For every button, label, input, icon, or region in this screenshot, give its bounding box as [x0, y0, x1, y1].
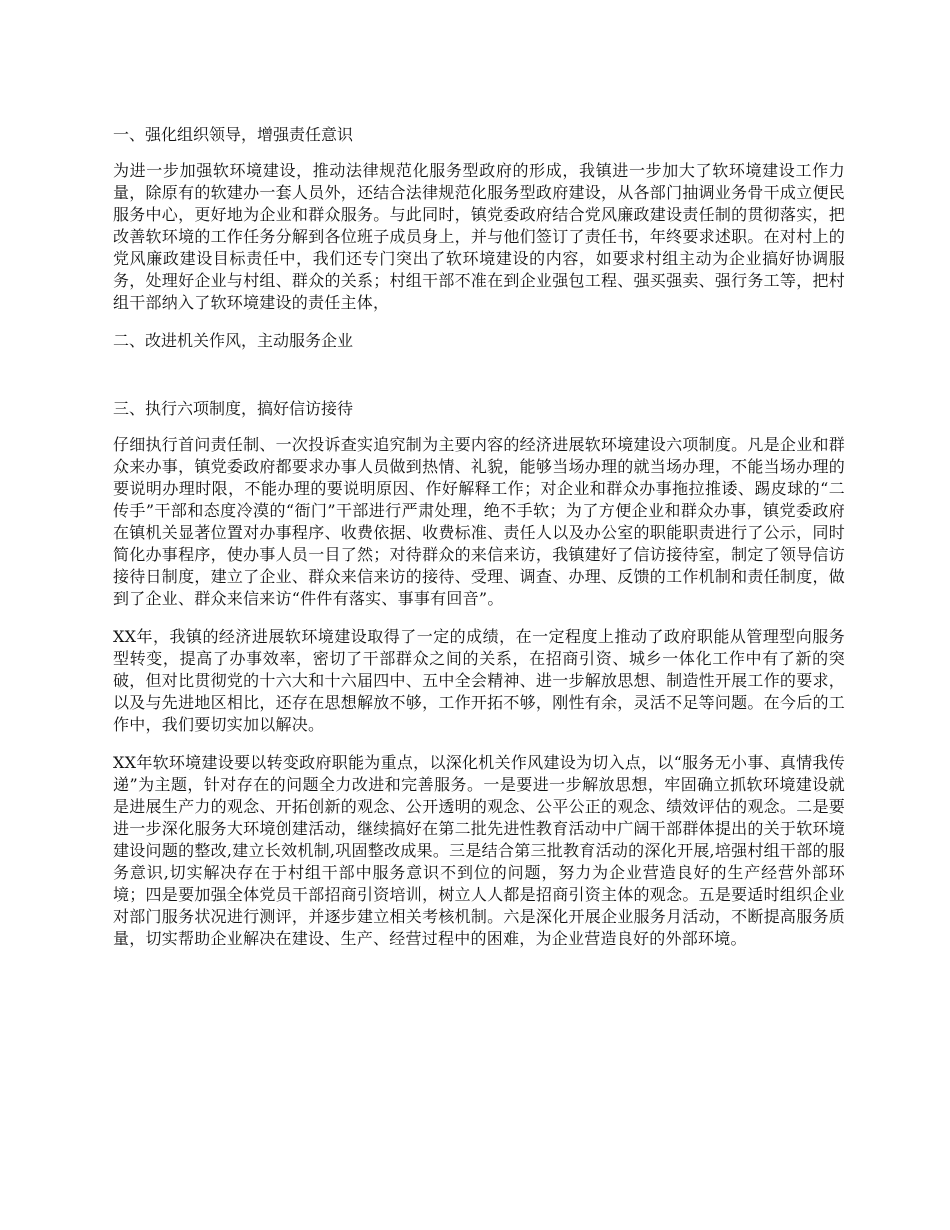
- section-heading-1: 一、强化组织领导，增强责任意识: [113, 125, 354, 144]
- section-1-paragraph-1: 为进一步加强软环境建设，推动法律规范化服务型政府的形成，我镇进一步加大了软环境建设工作力量，除原有的软建办一套人员外，还结合法律规范化服务型政府建设，从各部门抽调业务骨干成立便民服务中心，更好地为企业和群众服务。与此同时，镇党委政府结合党风廉政建设责任制的贯彻落实，把改善软环境的工作任务分解到各位班子成员身上，并与他们签订了责任书，年终要求述职。在对村上的党风廉政建设目标责任中，我们还专门突出了软环境建设的内容，如要求村组主动为企业搞好协调服务，处理好企业与村组、群众的关系；村组干部不准在到企业强包工程、强买强卖、强行务工等，把村组干部纳入了软环境建设的责任主体，: [113, 161, 845, 312]
- section-heading-3: 三、执行六项制度，搞好信访接待: [113, 399, 354, 418]
- section-3-paragraph-2: XX年，我镇的经济进展软环境建设取得了一定的成绩，在一定程度上推动了政府职能从管理型向服务型转变，提高了办事效率，密切了干部群众之间的关系，在招商引资、城乡一体化工作中有了新的突破，但对比贯彻党的十六大和十六届四中、五中全会精神、进一步解放思想、制造性开展工作的要求，以及与先进地区相比，还存在思想解放不够，工作开拓不够，刚性有余，灵活不足等问题。在今后的工作中，我们要切实加以解决。: [113, 627, 845, 734]
- section-3-paragraph-3: XX年软环境建设要以转变政府职能为重点，以深化机关作风建设为切入点，以“服务无小事、真情我传递”为主题，针对存在的问题全力改进和完善服务。一是要进一步解放思想，牢固确立抓软环境建设就是进展生产力的观念、开拓创新的观念、公开透明的观念、公平公正的观念、绩效评估的观念。二是要进一步深化服务大环境创建活动，继续搞好在第二批先进性教育活动中广阔干部群体提出的关于软环境建设问题的整改,建立长效机制,巩固整改成果。三是结合第三批教育活动的深化开展,培强村组干部的服务意识,切实解决存在于村组干部中服务意识不到位的问题，努力为企业营造良好的生产经营外部环境；四是要加强全体党员干部招商引资培训，树立人人都是招商引资主体的观念。五是要适时组织企业对部门服务状况进行测评，并逐步建立相关考核机制。六是深化开展企业服务月活动，不断提高服务质量，切实帮助企业解决在建设、生产、经营过程中的困难，为企业营造良好的外部环境。: [113, 753, 845, 948]
- section-heading-2: 二、改进机关作风，主动服务企业: [113, 331, 354, 350]
- document-body: [113, 124, 845, 950]
- section-3-paragraph-1: 仔细执行首问责任制、一次投诉查实追究制为主要内容的经济进展软环境建设六项制度。凡是企业和群众来办事，镇党委政府都要求办事人员做到热情、礼貌，能够当场办理的就当场办理，不能当场办理的要说明办理时限，不能办理的要说明原因、作好解释工作；对企业和群众办事拖拉推诿、踢皮球的“二传手”干部和态度冷漠的“衙门”干部进行严肃处理，绝不手软；为了方便企业和群众办事，镇党委政府在镇机关显著位置对办事程序、收费依据、收费标准、责任人以及办公室的职能职责进行了公示，同时简化办事程序，使办事人员一目了然；对待群众的来信来访，我镇建好了信访接待室，制定了领导信访接待日制度，建立了企业、群众来信来访的接待、受理、调查、办理、反馈的工作机制和责任制度，做到了企业、群众来信来访“件件有落实、事事有回音”。: [113, 435, 845, 608]
